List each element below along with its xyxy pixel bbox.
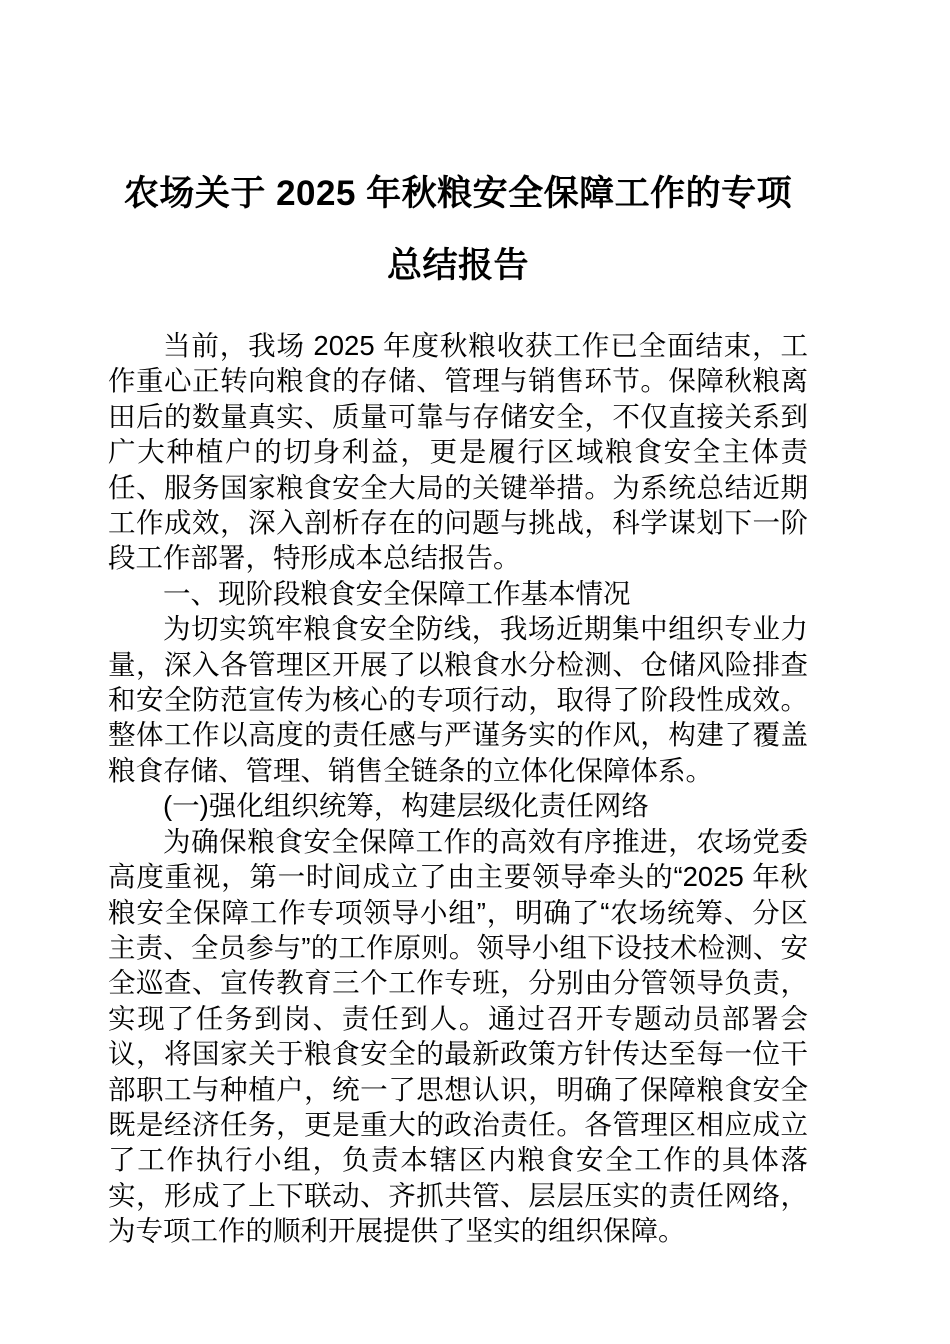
title-line-1: 农场关于 2025 年秋粮安全保障工作的专项 <box>123 174 793 213</box>
paragraph-intro: 当前，我场 2025 年度秋粮收获工作已全面结束，工作重心正转向粮食的存储、管理与销售环节。保障秋粮离田后的数量真实、质量可靠与存储安全，不仅直接关系到广大种植户的切身利益，更是履行区域粮食安全主体责任、服务国家粮食安全大局的关键举措。为系统总结近期工作成效，深入剖析存在的问题与挑战，科学谋划下一阶段工作部署，特形成本总结报告。 <box>108 330 808 574</box>
page-title <box>108 0 808 302</box>
document-body <box>108 0 808 1249</box>
title-line-2: 总结报告 <box>386 246 529 285</box>
paragraph-subsection-1-1-body: 为确保粮食安全保障工作的高效有序推进，农场党委高度重视，第一时间成立了由主要领导牵头的“2025 年秋粮安全保障工作专项领导小组”，明确了“农场统筹、分区主责、全员参与”的工作原则。领导小组下设技术检测、安全巡查、宣传教育三个工作专班，分别由分管领导负责，实现了任务到岗、责任到人。通过召开专题动员部署会议，将国家关于粮食安全的最新政策方针传达至每一位干部职工与种植户，统一了思想认识，明确了保障粮食安全既是经济任务，更是重大的政治责任。各管理区相应成立了工作执行小组，负责本辖区内粮食安全工作的具体落实，形成了上下联动、齐抓共管、层层压实的责任网络，为专项工作的顺利开展提供了坚实的组织保障。 <box>108 825 808 1247</box>
subsection-heading-1-1: (一)强化组织统筹，构建层级化责任网络 <box>163 790 649 822</box>
document-content <box>108 328 808 1249</box>
section-heading-1: 一、现阶段粮食安全保障工作基本情况 <box>163 577 631 609</box>
paragraph-section-1-intro: 为切实筑牢粮食安全防线，我场近期集中组织专业力量，深入各管理区开展了以粮食水分检测、仓储风险排查和安全防范宣传为核心的专项行动，取得了阶段性成效。整体工作以高度的责任感与严谨务实的作风，构建了覆盖粮食存储、管理、销售全链条的立体化保障体系。 <box>108 613 808 786</box>
